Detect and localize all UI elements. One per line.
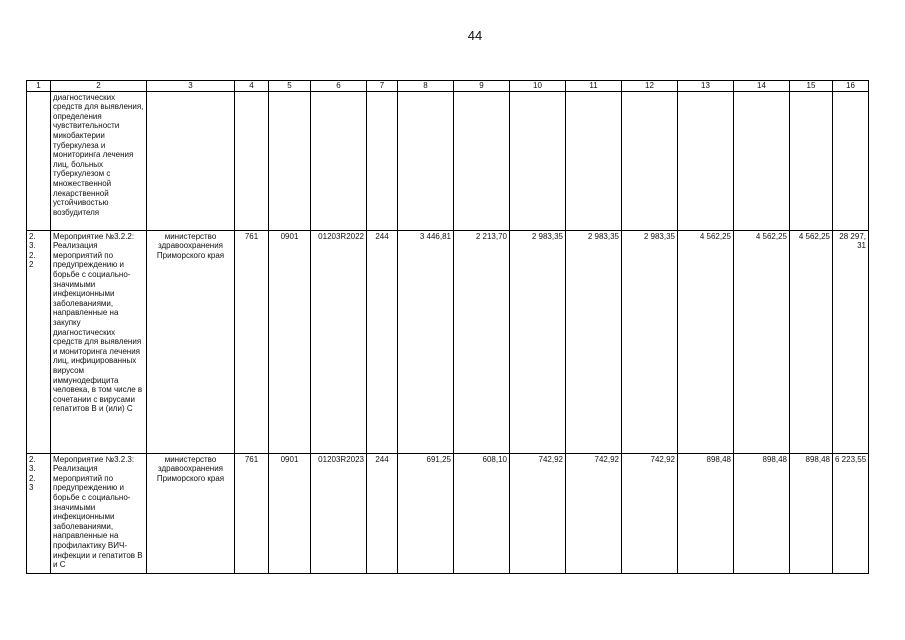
table-row bbox=[27, 453, 869, 573]
header-row bbox=[27, 81, 869, 92]
column-header: 3 bbox=[147, 81, 235, 92]
value-col-14: 4 562,25 bbox=[734, 230, 790, 453]
csr-code: 01203R2022 bbox=[311, 230, 367, 453]
row-number: 2. 3. 2. 2 bbox=[27, 230, 51, 453]
value-col-9: 608,10 bbox=[454, 453, 510, 573]
csr-code: 01203R2023 bbox=[311, 453, 367, 573]
column-header: 16 bbox=[833, 81, 869, 92]
value-col-13 bbox=[678, 91, 734, 230]
value-col-10: 742,92 bbox=[510, 453, 566, 573]
column-header: 8 bbox=[398, 81, 454, 92]
value-col-12: 2 983,35 bbox=[622, 230, 678, 453]
responsible-org: министерство здравоохранения Приморского края bbox=[147, 453, 235, 573]
value-col-13: 4 562,25 bbox=[678, 230, 734, 453]
csr-code bbox=[311, 91, 367, 230]
column-header: 2 bbox=[51, 81, 147, 92]
value-col-11: 742,92 bbox=[566, 453, 622, 573]
column-header: 15 bbox=[790, 81, 833, 92]
row-number: 2. 3. 2. 3 bbox=[27, 453, 51, 573]
page-number: 44 bbox=[467, 28, 483, 43]
responsible-org bbox=[147, 91, 235, 230]
value-col-11: 2 983,35 bbox=[566, 230, 622, 453]
value-col-14 bbox=[734, 91, 790, 230]
column-header: 7 bbox=[367, 81, 398, 92]
value-col-16: 28 297,31 bbox=[833, 230, 869, 453]
measure-name: Мероприятие №3.2.2: Реализация мероприятий по предупреждению и борьбе с социально-значимыми инфекционными заболеваниями, направленные на закупку диагностических средств для выявления и мониторинга лечения лиц, инфицированных вирусом иммунодефицита человека, в том числе в сочетании с вирусами гепатитов В и (или) С bbox=[51, 230, 147, 453]
column-header: 4 bbox=[235, 81, 269, 92]
value-col-16: 6 223,55 bbox=[833, 453, 869, 573]
rzpr-code: 0901 bbox=[269, 453, 311, 573]
value-col-10 bbox=[510, 91, 566, 230]
value-col-10: 2 983,35 bbox=[510, 230, 566, 453]
value-col-13: 898,48 bbox=[678, 453, 734, 573]
rzpr-code bbox=[269, 91, 311, 230]
value-col-9: 2 213,70 bbox=[454, 230, 510, 453]
value-col-9 bbox=[454, 91, 510, 230]
grbs-code: 761 bbox=[235, 230, 269, 453]
vr-code: 244 bbox=[367, 453, 398, 573]
value-col-8 bbox=[398, 91, 454, 230]
column-header: 12 bbox=[622, 81, 678, 92]
value-col-16 bbox=[833, 91, 869, 230]
column-header: 13 bbox=[678, 81, 734, 92]
column-header: 6 bbox=[311, 81, 367, 92]
grbs-code: 761 bbox=[235, 453, 269, 573]
value-col-12 bbox=[622, 91, 678, 230]
column-header: 11 bbox=[566, 81, 622, 92]
grbs-code bbox=[235, 91, 269, 230]
value-col-12: 742,92 bbox=[622, 453, 678, 573]
responsible-org: министерство здравоохранения Приморского края bbox=[147, 230, 235, 453]
value-col-14: 898,48 bbox=[734, 453, 790, 573]
column-header: 14 bbox=[734, 81, 790, 92]
value-col-8: 691,25 bbox=[398, 453, 454, 573]
measure-name: Мероприятие №3.2.3: Реализация мероприятий по предупреждению и борьбе с социально-значимыми инфекционными заболеваниями, направленные на профилактику ВИЧ-инфекции и гепатитов В и С bbox=[51, 453, 147, 573]
value-col-11 bbox=[566, 91, 622, 230]
value-col-15 bbox=[790, 91, 833, 230]
table-row bbox=[27, 91, 869, 230]
column-header: 9 bbox=[454, 81, 510, 92]
column-header: 1 bbox=[27, 81, 51, 92]
budget-table bbox=[26, 80, 869, 574]
table-row bbox=[27, 230, 869, 453]
rzpr-code: 0901 bbox=[269, 230, 311, 453]
vr-code: 244 bbox=[367, 230, 398, 453]
column-header: 5 bbox=[269, 81, 311, 92]
column-header: 10 bbox=[510, 81, 566, 92]
row-number bbox=[27, 91, 51, 230]
vr-code bbox=[367, 91, 398, 230]
value-col-15: 4 562,25 bbox=[790, 230, 833, 453]
value-col-8: 3 446,81 bbox=[398, 230, 454, 453]
value-col-15: 898,48 bbox=[790, 453, 833, 573]
measure-name: диагностических средств для выявления, определения чувствительности микобактерии туберкулеза и мониторинга лечения лиц, больных туберкулезом с множественной лекарственной устойчивостью возбудителя bbox=[51, 91, 147, 230]
